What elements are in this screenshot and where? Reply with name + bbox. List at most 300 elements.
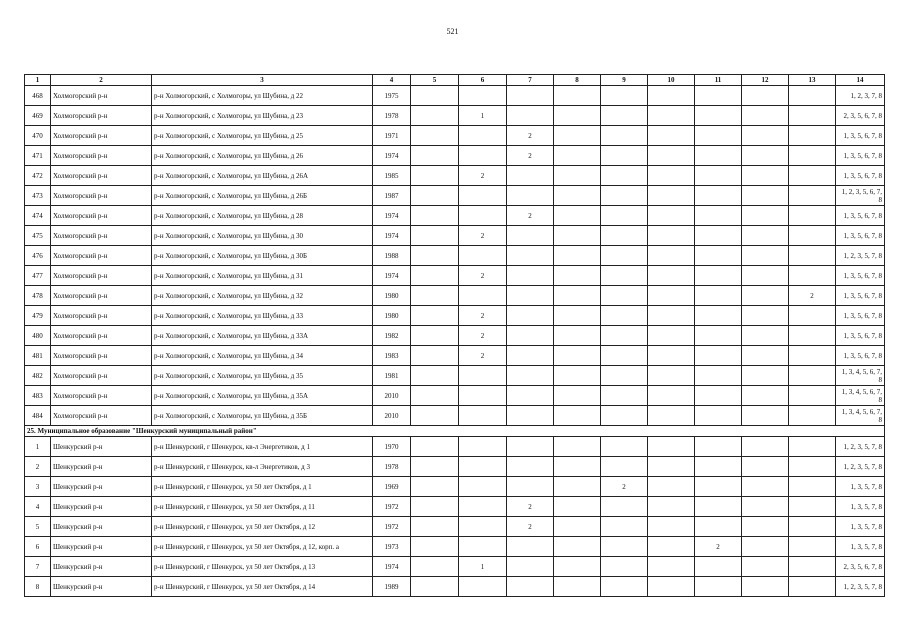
table-cell-c10 [648, 477, 695, 497]
table-cell-c6 [459, 457, 507, 477]
table-cell-district: Шенкурский р-н [51, 477, 152, 497]
table-cell-c8 [554, 517, 601, 537]
table-cell-c13 [789, 326, 836, 346]
table-cell-c5 [411, 437, 459, 457]
table-cell-c14: 1, 3, 5, 6, 7, 8 [836, 226, 885, 246]
table-cell-c11: 2 [695, 537, 742, 557]
table-cell-c6: 2 [459, 166, 507, 186]
table-cell-c8 [554, 266, 601, 286]
table-cell-c5 [411, 286, 459, 306]
table-cell-c9 [601, 86, 648, 106]
table-cell-c5 [411, 266, 459, 286]
table-cell-c6 [459, 126, 507, 146]
table-cell-c5 [411, 577, 459, 597]
table-cell-year: 1974 [373, 146, 411, 166]
table-cell-n: 7 [25, 557, 51, 577]
table-cell-c11 [695, 266, 742, 286]
table-cell-c7 [507, 557, 554, 577]
table-cell-c13 [789, 126, 836, 146]
table-cell-address: р-н Холмогорский, с Холмогоры, ул Шубина, д 26А [152, 166, 373, 186]
table-cell-c11 [695, 346, 742, 366]
table-cell-c10 [648, 106, 695, 126]
table-cell-c14: 1, 2, 3, 5, 7, 8 [836, 246, 885, 266]
table-cell-c13: 2 [789, 286, 836, 306]
table-cell-address: р-н Холмогорский, с Холмогоры, ул Шубина, д 35 [152, 366, 373, 386]
table-cell-c5 [411, 457, 459, 477]
table-cell-address: р-н Шенкурский, г Шенкурск, кв-л Энергетиков, д 3 [152, 457, 373, 477]
table-cell-address: р-н Холмогорский, с Холмогоры, ул Шубина, д 32 [152, 286, 373, 306]
table-cell-c12 [742, 206, 789, 226]
table-cell-c14: 1, 3, 5, 7, 8 [836, 497, 885, 517]
table-cell-c5 [411, 146, 459, 166]
table-cell-c14: 1, 3, 5, 7, 8 [836, 537, 885, 557]
table-cell-address: р-н Шенкурский, г Шенкурск, ул 50 лет Октября, д 12 [152, 517, 373, 537]
table-cell-c9 [601, 306, 648, 326]
table-cell-c11 [695, 126, 742, 146]
table-cell-c8 [554, 226, 601, 246]
table-cell-c11 [695, 86, 742, 106]
table-cell-c9 [601, 366, 648, 386]
table-cell-c10 [648, 306, 695, 326]
table-cell-c10 [648, 346, 695, 366]
column-header: 7 [507, 75, 554, 86]
table-cell-n: 475 [25, 226, 51, 246]
table-row [25, 537, 885, 557]
table-cell-c10 [648, 86, 695, 106]
section-title: 25. Муниципальное образование "Шенкурский муниципальный район" [25, 426, 885, 437]
table-row [25, 457, 885, 477]
table-cell-c12 [742, 106, 789, 126]
table-cell-c6 [459, 497, 507, 517]
table-cell-c10 [648, 186, 695, 206]
table-row [25, 306, 885, 326]
table-cell-address: р-н Шенкурский, г Шенкурск, ул 50 лет Октября, д 1 [152, 477, 373, 497]
table-cell-address: р-н Шенкурский, г Шенкурск, кв-л Энергетиков, д 1 [152, 437, 373, 457]
table-cell-c13 [789, 517, 836, 537]
table-cell-c12 [742, 186, 789, 206]
column-header: 3 [152, 75, 373, 86]
table-cell-c11 [695, 186, 742, 206]
table-cell-c9 [601, 186, 648, 206]
table-cell-c13 [789, 166, 836, 186]
table-cell-c11 [695, 306, 742, 326]
table-cell-c10 [648, 406, 695, 426]
table-cell-c10 [648, 437, 695, 457]
table-cell-year: 1989 [373, 577, 411, 597]
table-cell-c14: 1, 3, 5, 7, 8 [836, 517, 885, 537]
table-cell-c6: 2 [459, 326, 507, 346]
table-cell-c10 [648, 386, 695, 406]
table-cell-district: Шенкурский р-н [51, 457, 152, 477]
table-cell-district: Холмогорский р-н [51, 346, 152, 366]
table-cell-address: р-н Холмогорский, с Холмогоры, ул Шубина, д 22 [152, 86, 373, 106]
table-cell-c14: 1, 3, 5, 6, 7, 8 [836, 306, 885, 326]
table-cell-c12 [742, 437, 789, 457]
table-cell-c14: 1, 2, 3, 7, 8 [836, 86, 885, 106]
table-cell-year: 1988 [373, 246, 411, 266]
table-cell-year: 1981 [373, 366, 411, 386]
table-cell-c13 [789, 346, 836, 366]
table-cell-n: 468 [25, 86, 51, 106]
column-header: 6 [459, 75, 507, 86]
table-cell-district: Холмогорский р-н [51, 286, 152, 306]
table-cell-c7 [507, 246, 554, 266]
table-cell-c12 [742, 246, 789, 266]
table-row [25, 146, 885, 166]
table-cell-address: р-н Шенкурский, г Шенкурск, ул 50 лет Октября, д 13 [152, 557, 373, 577]
table-cell-n: 2 [25, 457, 51, 477]
table-cell-c9 [601, 246, 648, 266]
column-header: 12 [742, 75, 789, 86]
table-cell-c5 [411, 166, 459, 186]
table-cell-address: р-н Холмогорский, с Холмогоры, ул Шубина, д 33 [152, 306, 373, 326]
table-cell-c13 [789, 457, 836, 477]
table-cell-c10 [648, 146, 695, 166]
table-cell-c7: 2 [507, 497, 554, 517]
table-cell-c9: 2 [601, 477, 648, 497]
table-cell-c12 [742, 126, 789, 146]
table-cell-c12 [742, 266, 789, 286]
table-cell-year: 1974 [373, 226, 411, 246]
table-cell-c8 [554, 106, 601, 126]
table-cell-address: р-н Холмогорский, с Холмогоры, ул Шубина, д 35А [152, 386, 373, 406]
table-cell-c14: 1, 3, 4, 5, 6, 7, 8 [836, 386, 885, 406]
table-cell-c11 [695, 146, 742, 166]
table-cell-address: р-н Шенкурский, г Шенкурск, ул 50 лет Октября, д 11 [152, 497, 373, 517]
table-cell-c8 [554, 437, 601, 457]
table-cell-n: 482 [25, 366, 51, 386]
table-cell-c14: 1, 3, 5, 6, 7, 8 [836, 126, 885, 146]
table-cell-c13 [789, 477, 836, 497]
table-cell-district: Шенкурский р-н [51, 517, 152, 537]
table-cell-district: Шенкурский р-н [51, 537, 152, 557]
table-cell-c12 [742, 86, 789, 106]
table-cell-c9 [601, 537, 648, 557]
table-cell-c7: 2 [507, 206, 554, 226]
table-row [25, 557, 885, 577]
table-cell-c14: 1, 2, 3, 5, 7, 8 [836, 577, 885, 597]
table-cell-c7 [507, 437, 554, 457]
table-cell-c13 [789, 146, 836, 166]
table-cell-c13 [789, 557, 836, 577]
table-cell-c6 [459, 437, 507, 457]
table-cell-address: р-н Холмогорский, с Холмогоры, ул Шубина, д 31 [152, 266, 373, 286]
table-cell-c11 [695, 437, 742, 457]
table-cell-c9 [601, 577, 648, 597]
table-cell-c11 [695, 166, 742, 186]
table-cell-c12 [742, 517, 789, 537]
table-cell-district: Шенкурский р-н [51, 497, 152, 517]
table-row [25, 326, 885, 346]
table-cell-c9 [601, 106, 648, 126]
table-cell-district: Холмогорский р-н [51, 126, 152, 146]
table-cell-c5 [411, 346, 459, 366]
table-cell-c14: 1, 3, 5, 7, 8 [836, 477, 885, 497]
table-cell-c7: 2 [507, 517, 554, 537]
table-cell-c5 [411, 537, 459, 557]
table-cell-n: 1 [25, 437, 51, 457]
table-cell-c10 [648, 577, 695, 597]
table-cell-c8 [554, 557, 601, 577]
table-cell-c9 [601, 286, 648, 306]
table-cell-c9 [601, 437, 648, 457]
table-cell-c5 [411, 106, 459, 126]
table-row [25, 266, 885, 286]
table-cell-c13 [789, 386, 836, 406]
header-row [25, 75, 885, 86]
table-cell-year: 1974 [373, 206, 411, 226]
page-number: 521 [446, 27, 459, 36]
table-cell-address: р-н Холмогорский, с Холмогоры, ул Шубина, д 35Б [152, 406, 373, 426]
table-cell-n: 8 [25, 577, 51, 597]
table-cell-c5 [411, 206, 459, 226]
table-row [25, 406, 885, 426]
column-header: 8 [554, 75, 601, 86]
table-cell-c12 [742, 406, 789, 426]
table-cell-c11 [695, 457, 742, 477]
table-cell-district: Холмогорский р-н [51, 406, 152, 426]
table-cell-year: 1973 [373, 537, 411, 557]
table-cell-c12 [742, 146, 789, 166]
table-cell-c7 [507, 366, 554, 386]
table-cell-c10 [648, 126, 695, 146]
table-cell-district: Холмогорский р-н [51, 86, 152, 106]
column-header: 10 [648, 75, 695, 86]
table-cell-c9 [601, 266, 648, 286]
table-cell-n: 474 [25, 206, 51, 226]
table-cell-c5 [411, 497, 459, 517]
table-cell-c8 [554, 306, 601, 326]
table-cell-c6 [459, 577, 507, 597]
table-cell-year: 1972 [373, 497, 411, 517]
table-cell-c9 [601, 346, 648, 366]
table-cell-n: 6 [25, 537, 51, 557]
table-cell-district: Холмогорский р-н [51, 326, 152, 346]
table-cell-c14: 1, 3, 4, 5, 6, 7, 8 [836, 366, 885, 386]
table-cell-c9 [601, 126, 648, 146]
table-cell-c7: 2 [507, 146, 554, 166]
table-cell-c9 [601, 326, 648, 346]
table-cell-c12 [742, 557, 789, 577]
table-cell-year: 2010 [373, 386, 411, 406]
table-cell-c8 [554, 286, 601, 306]
table-cell-c7 [507, 186, 554, 206]
table-cell-c8 [554, 346, 601, 366]
table-row [25, 86, 885, 106]
table-cell-year: 1972 [373, 517, 411, 537]
table-cell-c14: 1, 3, 5, 6, 7, 8 [836, 206, 885, 226]
table-cell-district: Холмогорский р-н [51, 206, 152, 226]
table-cell-c9 [601, 457, 648, 477]
table-cell-n: 4 [25, 497, 51, 517]
table-cell-c14: 1, 3, 5, 6, 7, 8 [836, 326, 885, 346]
table-cell-year: 1985 [373, 166, 411, 186]
table-cell-address: р-н Шенкурский, г Шенкурск, ул 50 лет Октября, д 14 [152, 577, 373, 597]
column-header: 13 [789, 75, 836, 86]
table-cell-c11 [695, 557, 742, 577]
table-cell-c13 [789, 406, 836, 426]
column-header: 11 [695, 75, 742, 86]
table-cell-c9 [601, 497, 648, 517]
table-cell-year: 1982 [373, 326, 411, 346]
table-cell-c8 [554, 146, 601, 166]
table-cell-year: 1980 [373, 306, 411, 326]
table-cell-c12 [742, 366, 789, 386]
table-cell-c11 [695, 206, 742, 226]
table-cell-year: 1987 [373, 186, 411, 206]
table-cell-c14: 1, 2, 3, 5, 6, 7, 8 [836, 186, 885, 206]
table-row [25, 106, 885, 126]
table-cell-c6 [459, 186, 507, 206]
table-cell-district: Холмогорский р-н [51, 146, 152, 166]
table-cell-n: 478 [25, 286, 51, 306]
table-cell-c7 [507, 306, 554, 326]
table-cell-c5 [411, 366, 459, 386]
table-cell-c13 [789, 537, 836, 557]
table-cell-c11 [695, 577, 742, 597]
table-cell-n: 472 [25, 166, 51, 186]
table-cell-c6 [459, 477, 507, 497]
table-cell-c13 [789, 306, 836, 326]
table-cell-year: 1969 [373, 477, 411, 497]
table-cell-n: 5 [25, 517, 51, 537]
table-cell-c6: 1 [459, 106, 507, 126]
table-cell-c11 [695, 406, 742, 426]
table-cell-c11 [695, 517, 742, 537]
table-cell-district: Холмогорский р-н [51, 106, 152, 126]
table-cell-c6: 2 [459, 266, 507, 286]
table-cell-district: Холмогорский р-н [51, 386, 152, 406]
table-cell-c10 [648, 166, 695, 186]
table-cell-address: р-н Холмогорский, с Холмогоры, ул Шубина, д 23 [152, 106, 373, 126]
table-cell-c13 [789, 86, 836, 106]
table-cell-c14: 1, 3, 5, 6, 7, 8 [836, 166, 885, 186]
column-header: 4 [373, 75, 411, 86]
table-cell-district: Шенкурский р-н [51, 437, 152, 457]
section-row [25, 426, 885, 437]
table-cell-c10 [648, 286, 695, 306]
table-cell-c6 [459, 86, 507, 106]
table-cell-c8 [554, 186, 601, 206]
table-cell-c12 [742, 386, 789, 406]
table-cell-year: 1980 [373, 286, 411, 306]
table-row [25, 286, 885, 306]
table-cell-c10 [648, 517, 695, 537]
table-cell-c13 [789, 577, 836, 597]
table-cell-c7 [507, 266, 554, 286]
table-cell-c5 [411, 126, 459, 146]
table-cell-address: р-н Холмогорский, с Холмогоры, ул Шубина, д 25 [152, 126, 373, 146]
table-cell-c8 [554, 246, 601, 266]
table-cell-c8 [554, 166, 601, 186]
table-cell-c9 [601, 517, 648, 537]
table-cell-c12 [742, 306, 789, 326]
table-row [25, 226, 885, 246]
table-cell-c6: 1 [459, 557, 507, 577]
table-cell-c14: 1, 3, 5, 6, 7, 8 [836, 286, 885, 306]
table-cell-n: 480 [25, 326, 51, 346]
table-cell-c9 [601, 146, 648, 166]
table-cell-district: Холмогорский р-н [51, 246, 152, 266]
table-cell-address: р-н Холмогорский, с Холмогоры, ул Шубина, д 28 [152, 206, 373, 226]
table-cell-c11 [695, 386, 742, 406]
table-row [25, 186, 885, 206]
table-row [25, 246, 885, 266]
table-cell-c10 [648, 366, 695, 386]
table-cell-c13 [789, 366, 836, 386]
table-cell-c13 [789, 497, 836, 517]
table-cell-c8 [554, 537, 601, 557]
table-cell-c11 [695, 226, 742, 246]
table-cell-c6 [459, 286, 507, 306]
table-cell-c6 [459, 517, 507, 537]
table-cell-c12 [742, 477, 789, 497]
table-cell-c5 [411, 186, 459, 206]
column-header: 14 [836, 75, 885, 86]
table-cell-year: 1974 [373, 557, 411, 577]
table-row [25, 477, 885, 497]
table-cell-c7 [507, 86, 554, 106]
table-cell-c5 [411, 517, 459, 537]
table-cell-c6 [459, 246, 507, 266]
table-cell-c10 [648, 457, 695, 477]
table-cell-c8 [554, 86, 601, 106]
table-body [25, 86, 885, 597]
table-cell-c13 [789, 246, 836, 266]
table-cell-c5 [411, 226, 459, 246]
table-cell-district: Холмогорский р-н [51, 186, 152, 206]
table-cell-c7 [507, 106, 554, 126]
column-header: 9 [601, 75, 648, 86]
table-cell-n: 483 [25, 386, 51, 406]
table-cell-c5 [411, 246, 459, 266]
table-cell-c11 [695, 246, 742, 266]
table-cell-c12 [742, 457, 789, 477]
table-cell-year: 1974 [373, 266, 411, 286]
table-cell-n: 479 [25, 306, 51, 326]
table-cell-c11 [695, 366, 742, 386]
table-cell-address: р-н Холмогорский, с Холмогоры, ул Шубина, д 26 [152, 146, 373, 166]
table-row [25, 366, 885, 386]
table-cell-year: 1975 [373, 86, 411, 106]
housing-table [24, 74, 885, 597]
table-cell-district: Холмогорский р-н [51, 266, 152, 286]
table-cell-c11 [695, 326, 742, 346]
table-cell-district: Холмогорский р-н [51, 166, 152, 186]
table-cell-c12 [742, 497, 789, 517]
table-cell-address: р-н Холмогорский, с Холмогоры, ул Шубина, д 30Б [152, 246, 373, 266]
table-cell-c8 [554, 477, 601, 497]
table-cell-c7 [507, 226, 554, 246]
table-cell-c11 [695, 106, 742, 126]
table-cell-c14: 1, 2, 3, 5, 7, 8 [836, 437, 885, 457]
table-cell-c10 [648, 497, 695, 517]
table-cell-c6: 2 [459, 306, 507, 326]
table-cell-c5 [411, 326, 459, 346]
table-cell-district: Холмогорский р-н [51, 366, 152, 386]
table-cell-n: 469 [25, 106, 51, 126]
table-cell-c5 [411, 306, 459, 326]
table-cell-c7 [507, 537, 554, 557]
table-cell-c9 [601, 386, 648, 406]
table-cell-c9 [601, 406, 648, 426]
table-cell-year: 1978 [373, 457, 411, 477]
table-cell-c5 [411, 406, 459, 426]
table-cell-c10 [648, 246, 695, 266]
table-cell-c6 [459, 366, 507, 386]
table-cell-c11 [695, 497, 742, 517]
table-cell-n: 476 [25, 246, 51, 266]
